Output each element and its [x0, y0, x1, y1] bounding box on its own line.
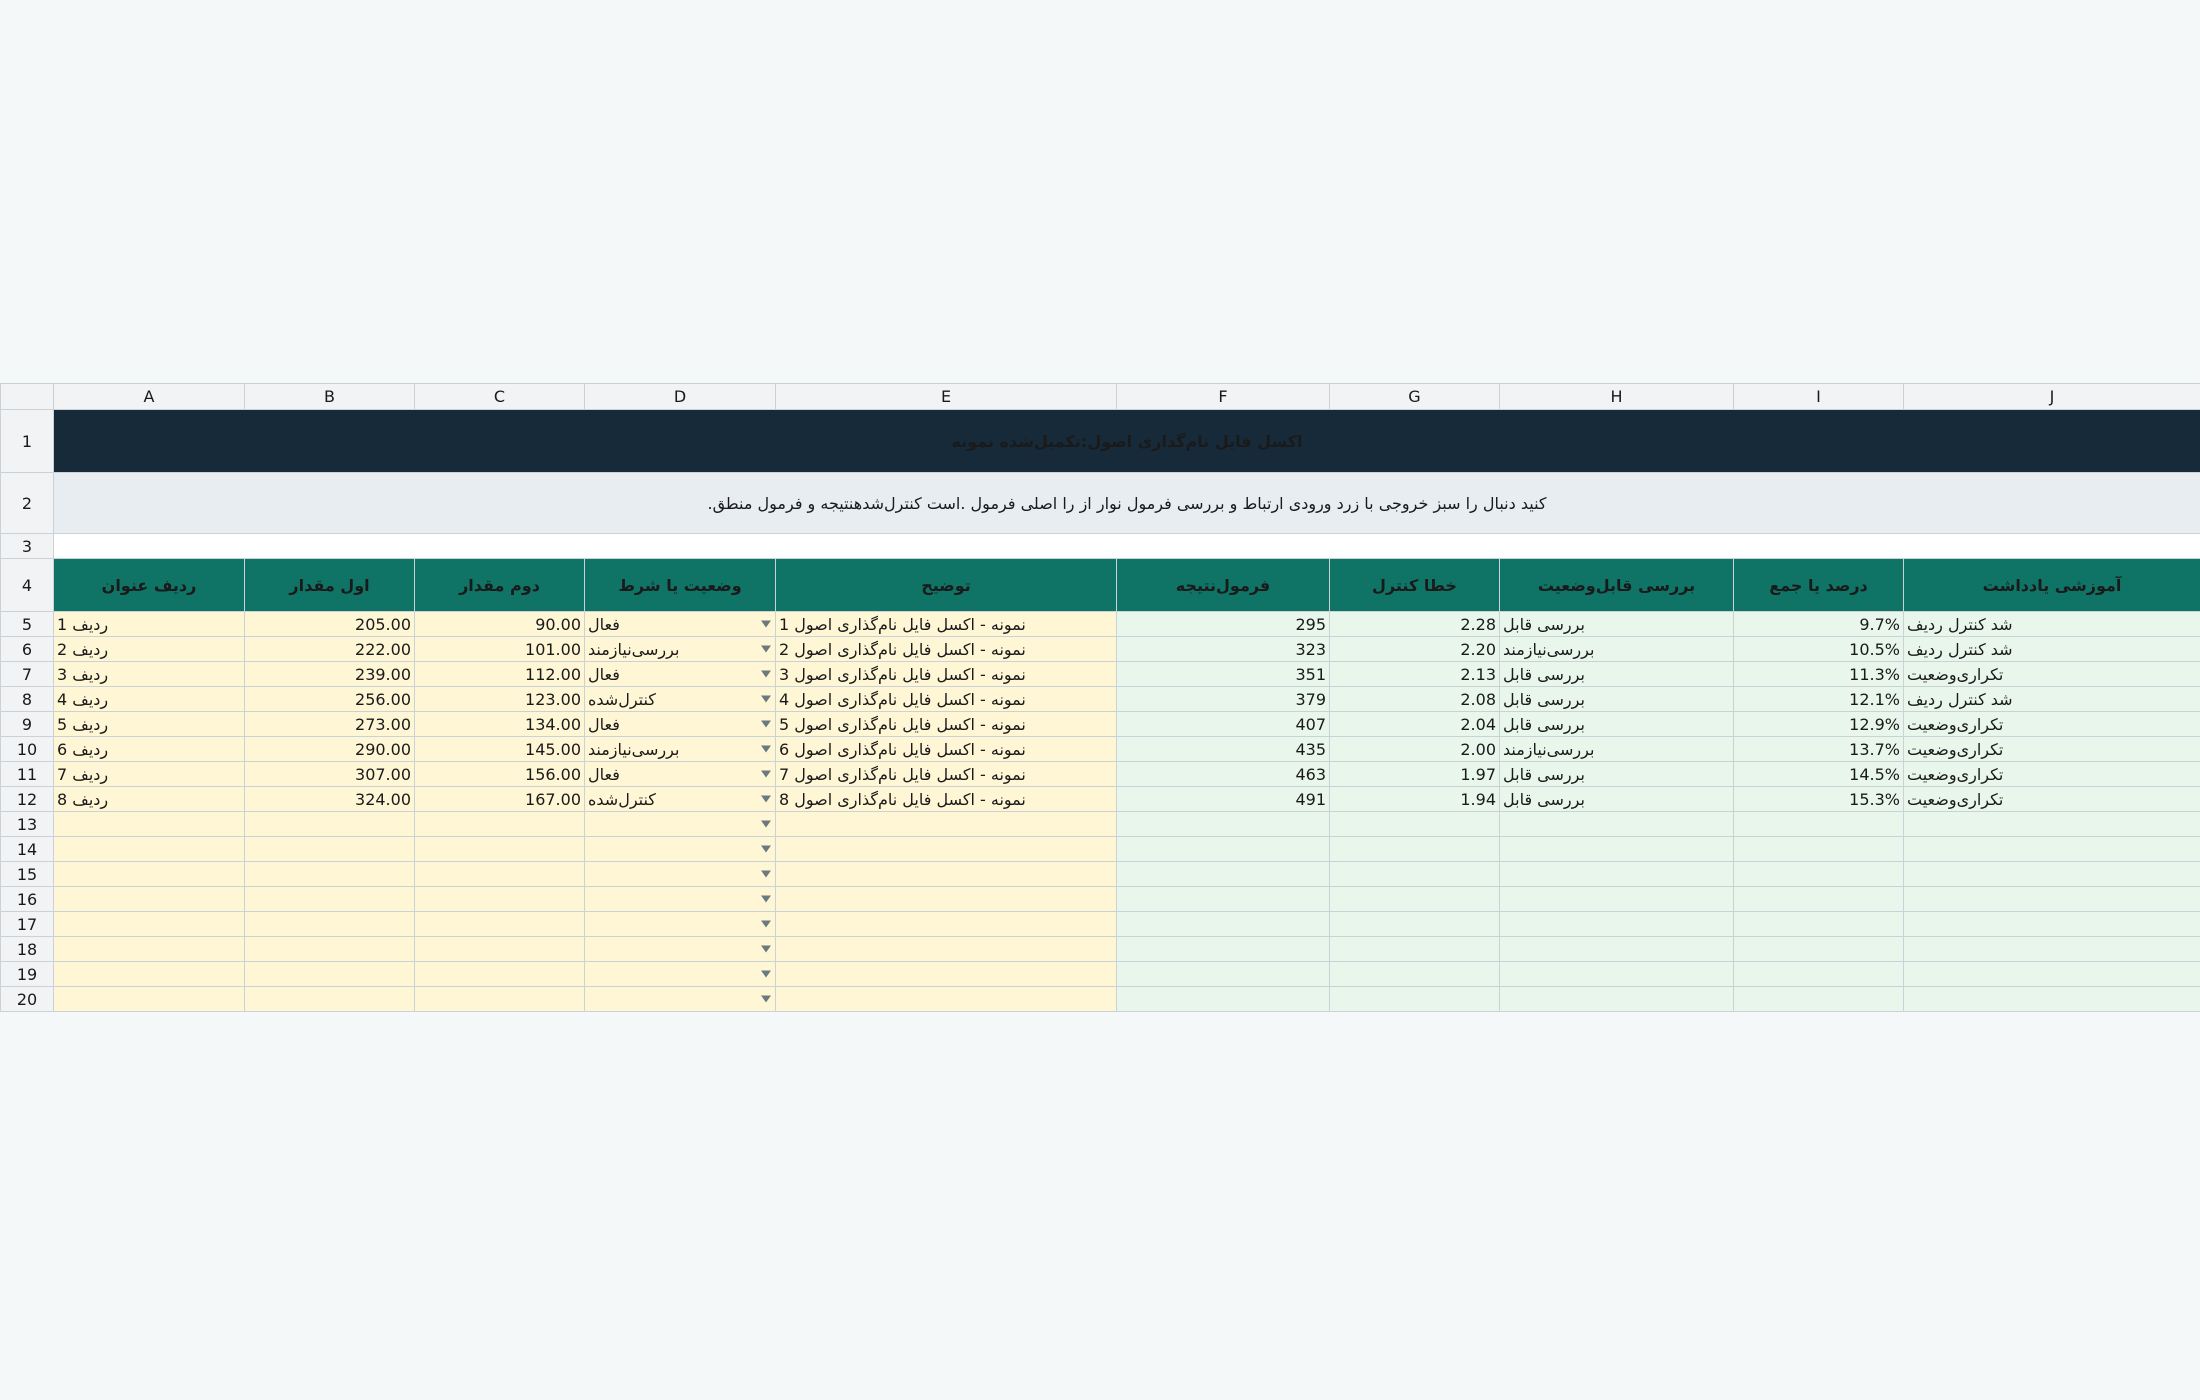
- cell-second-value[interactable]: 145.00: [415, 737, 585, 762]
- cell-first-value[interactable]: 205.00: [245, 612, 415, 637]
- dropdown-value: فعال: [588, 614, 620, 634]
- header-review-status[interactable]: بررسی قابل‌وضعیت: [1500, 559, 1734, 612]
- cell-status-dropdown[interactable]: [585, 637, 776, 662]
- cell-row-title[interactable]: [54, 837, 245, 862]
- row-number[interactable]: 11: [1, 762, 54, 787]
- header-formula-result[interactable]: فرمول‌نتیجه: [1117, 559, 1330, 612]
- cell-second-value[interactable]: [415, 912, 585, 937]
- cell-status-dropdown[interactable]: [585, 787, 776, 812]
- cell-note[interactable]: [1904, 912, 2200, 937]
- cell-second-value[interactable]: [415, 887, 585, 912]
- cell-note[interactable]: تکراری‌وضعیت: [1904, 737, 2200, 762]
- header-percent[interactable]: درصد یا جمع: [1734, 559, 1904, 612]
- cell-row-title[interactable]: [54, 987, 245, 1012]
- cell-formula-result[interactable]: [1117, 962, 1330, 987]
- cell-error-check[interactable]: 2.08: [1330, 687, 1500, 712]
- cell-status-dropdown[interactable]: [585, 937, 776, 962]
- cell-row-title[interactable]: [54, 812, 245, 837]
- cell-formula-result[interactable]: [1117, 987, 1330, 1012]
- cell-status-dropdown[interactable]: [585, 987, 776, 1012]
- cell-description[interactable]: 7 نمونه - اکسل فایل نام‌گذاری اصول: [776, 762, 1117, 787]
- cell-note[interactable]: تکراری‌وضعیت: [1904, 787, 2200, 812]
- cell-second-value[interactable]: [415, 812, 585, 837]
- cell-percent[interactable]: 15.3%: [1734, 787, 1904, 812]
- header-row-title[interactable]: ردیف عنوان: [54, 559, 245, 612]
- row-number[interactable]: 19: [1, 962, 54, 987]
- cell-status-dropdown[interactable]: [585, 612, 776, 637]
- cell-formula-result[interactable]: [1117, 837, 1330, 862]
- column-header-g[interactable]: G: [1330, 384, 1500, 410]
- cell-note[interactable]: [1904, 837, 2200, 862]
- cell-error-check[interactable]: [1330, 937, 1500, 962]
- cell-percent[interactable]: [1734, 887, 1904, 912]
- cell-first-value[interactable]: 324.00: [245, 787, 415, 812]
- dropdown-value: فعال: [588, 714, 620, 734]
- cell-row-title[interactable]: 3 ردیف: [54, 662, 245, 687]
- sheet-title[interactable]: اکسل فایل نام‌گذاری اصول:تکمیل‌شده نمونه: [54, 410, 2200, 473]
- cell-description[interactable]: 2 نمونه - اکسل فایل نام‌گذاری اصول: [776, 637, 1117, 662]
- cell-second-value[interactable]: [415, 987, 585, 1012]
- cell-review-status[interactable]: [1500, 812, 1734, 837]
- cell-review-status[interactable]: بررسی قابل: [1500, 712, 1734, 737]
- row-number[interactable]: 9: [1, 712, 54, 737]
- dropdown-caret-icon[interactable]: [761, 796, 771, 803]
- cell-percent[interactable]: 12.9%: [1734, 712, 1904, 737]
- cell-second-value[interactable]: [415, 937, 585, 962]
- cell-error-check[interactable]: 2.04: [1330, 712, 1500, 737]
- cell-error-check[interactable]: [1330, 962, 1500, 987]
- cell-status-dropdown[interactable]: [585, 862, 776, 887]
- cell-review-status[interactable]: [1500, 937, 1734, 962]
- cell-error-check[interactable]: 2.00: [1330, 737, 1500, 762]
- cell-description[interactable]: 4 نمونه - اکسل فایل نام‌گذاری اصول: [776, 687, 1117, 712]
- cell-first-value[interactable]: [245, 837, 415, 862]
- cell-review-status[interactable]: [1500, 887, 1734, 912]
- table-row: [1, 712, 2200, 737]
- cell-error-check[interactable]: 1.97: [1330, 762, 1500, 787]
- cell-percent[interactable]: [1734, 812, 1904, 837]
- dropdown-value: فعال: [588, 664, 620, 684]
- row-number[interactable]: 6: [1, 637, 54, 662]
- column-header-c[interactable]: C: [415, 384, 585, 410]
- select-all-corner[interactable]: [1, 384, 54, 410]
- cell-note[interactable]: [1904, 862, 2200, 887]
- header-error-check[interactable]: خطا کنترل: [1330, 559, 1500, 612]
- dropdown-caret-icon[interactable]: [761, 646, 771, 653]
- cell-note[interactable]: [1904, 937, 2200, 962]
- cell-formula-result[interactable]: 435: [1117, 737, 1330, 762]
- title-row: [1, 410, 2200, 473]
- dropdown-caret-icon[interactable]: [761, 971, 771, 978]
- cell-row-title[interactable]: 8 ردیف: [54, 787, 245, 812]
- cell-description[interactable]: [776, 962, 1117, 987]
- cell-formula-result[interactable]: [1117, 887, 1330, 912]
- cell-row-title[interactable]: [54, 962, 245, 987]
- cell-formula-result[interactable]: 351: [1117, 662, 1330, 687]
- cell-status-dropdown[interactable]: [585, 887, 776, 912]
- cell-error-check[interactable]: [1330, 812, 1500, 837]
- cell-second-value[interactable]: 101.00: [415, 637, 585, 662]
- cell-row-title[interactable]: 1 ردیف: [54, 612, 245, 637]
- cell-description[interactable]: 5 نمونه - اکسل فایل نام‌گذاری اصول: [776, 712, 1117, 737]
- cell-percent[interactable]: [1734, 837, 1904, 862]
- dropdown-value: فعال: [588, 764, 620, 784]
- cell-second-value[interactable]: 167.00: [415, 787, 585, 812]
- cell-error-check[interactable]: 2.20: [1330, 637, 1500, 662]
- cell-first-value[interactable]: 222.00: [245, 637, 415, 662]
- cell-error-check[interactable]: [1330, 987, 1500, 1012]
- cell-note[interactable]: شد کنترل ردیف: [1904, 612, 2200, 637]
- dropdown-caret-icon[interactable]: [761, 721, 771, 728]
- cell-second-value[interactable]: [415, 837, 585, 862]
- row-number[interactable]: 3: [1, 534, 54, 559]
- cell-second-value[interactable]: 90.00: [415, 612, 585, 637]
- cell-formula-result[interactable]: 295: [1117, 612, 1330, 637]
- cell-review-status[interactable]: [1500, 912, 1734, 937]
- cell-first-value[interactable]: [245, 937, 415, 962]
- cell-status-dropdown[interactable]: [585, 912, 776, 937]
- cell-status-dropdown[interactable]: [585, 812, 776, 837]
- dropdown-caret-icon[interactable]: [761, 771, 771, 778]
- cell-description[interactable]: [776, 987, 1117, 1012]
- cell-review-status[interactable]: [1500, 987, 1734, 1012]
- dropdown-value: بررسی‌نیازمند: [588, 739, 680, 759]
- table-row: [1, 687, 2200, 712]
- cell-percent[interactable]: 12.1%: [1734, 687, 1904, 712]
- dropdown-caret-icon[interactable]: [761, 996, 771, 1003]
- cell-description[interactable]: [776, 837, 1117, 862]
- cell-row-title[interactable]: 6 ردیف: [54, 737, 245, 762]
- dropdown-value: کنترل‌شده: [588, 689, 656, 709]
- cell-second-value[interactable]: 112.00: [415, 662, 585, 687]
- table-row: [1, 762, 2200, 787]
- cell-review-status[interactable]: [1500, 837, 1734, 862]
- cell-percent[interactable]: [1734, 912, 1904, 937]
- cell-note[interactable]: [1904, 812, 2200, 837]
- cell-review-status[interactable]: [1500, 862, 1734, 887]
- row-number[interactable]: 18: [1, 937, 54, 962]
- table-header-row: [1, 559, 2200, 612]
- row-number[interactable]: 7: [1, 662, 54, 687]
- row-number[interactable]: 10: [1, 737, 54, 762]
- cell-description[interactable]: [776, 937, 1117, 962]
- cell-note[interactable]: تکراری‌وضعیت: [1904, 762, 2200, 787]
- cell-percent[interactable]: [1734, 862, 1904, 887]
- empty-row: [1, 937, 2200, 962]
- cell-first-value[interactable]: [245, 962, 415, 987]
- cell-formula-result[interactable]: [1117, 912, 1330, 937]
- cell-first-value[interactable]: 256.00: [245, 687, 415, 712]
- cell-second-value[interactable]: 123.00: [415, 687, 585, 712]
- empty-row: [1, 987, 2200, 1012]
- cell-note[interactable]: [1904, 887, 2200, 912]
- column-header-i[interactable]: I: [1734, 384, 1904, 410]
- table-row: [1, 612, 2200, 637]
- column-header-b[interactable]: B: [245, 384, 415, 410]
- cell-status-dropdown[interactable]: [585, 762, 776, 787]
- dropdown-value: کنترل‌شده: [588, 789, 656, 809]
- column-header-e[interactable]: E: [776, 384, 1117, 410]
- cell-second-value[interactable]: [415, 962, 585, 987]
- row-number[interactable]: 2: [1, 473, 54, 534]
- cell-description[interactable]: [776, 912, 1117, 937]
- empty-row: [1, 962, 2200, 987]
- dropdown-caret-icon[interactable]: [761, 871, 771, 878]
- table-row: [1, 787, 2200, 812]
- cell-note[interactable]: تکراری‌وضعیت: [1904, 712, 2200, 737]
- cell-row-title[interactable]: 2 ردیف: [54, 637, 245, 662]
- cell-formula-result[interactable]: 491: [1117, 787, 1330, 812]
- cell-first-value[interactable]: [245, 912, 415, 937]
- table-row: [1, 637, 2200, 662]
- cell-percent[interactable]: 13.7%: [1734, 737, 1904, 762]
- cell-description[interactable]: 6 نمونه - اکسل فایل نام‌گذاری اصول: [776, 737, 1117, 762]
- row-number[interactable]: 16: [1, 887, 54, 912]
- row-number[interactable]: 4: [1, 559, 54, 612]
- header-note[interactable]: آموزشی یادداشت: [1904, 559, 2200, 612]
- sheet-description[interactable]: .کنید دنبال را سبز خروجی با زرد ورودی ارتباط و بررسی فرمول نوار از را اصلی فرمول .است کنترل‌شدهنتیجه و فرمول منطق: [54, 473, 2200, 534]
- spreadsheet-grid: [0, 383, 2200, 1012]
- cell-formula-result[interactable]: 463: [1117, 762, 1330, 787]
- cell-second-value[interactable]: [415, 862, 585, 887]
- cell-status-dropdown[interactable]: [585, 737, 776, 762]
- column-header-j[interactable]: J: [1904, 384, 2200, 410]
- cell-formula-result[interactable]: [1117, 812, 1330, 837]
- cell-description[interactable]: [776, 887, 1117, 912]
- row-number[interactable]: 17: [1, 912, 54, 937]
- cell-status-dropdown[interactable]: [585, 837, 776, 862]
- cell-review-status[interactable]: بررسی‌نیازمند: [1500, 637, 1734, 662]
- cell-note[interactable]: شد کنترل ردیف: [1904, 687, 2200, 712]
- cell-error-check[interactable]: [1330, 912, 1500, 937]
- row-number[interactable]: 5: [1, 612, 54, 637]
- cell-review-status[interactable]: [1500, 962, 1734, 987]
- cell-review-status[interactable]: بررسی قابل: [1500, 762, 1734, 787]
- header-first-value[interactable]: اول مقدار: [245, 559, 415, 612]
- cell-note[interactable]: شد کنترل ردیف: [1904, 637, 2200, 662]
- column-header-h[interactable]: H: [1500, 384, 1734, 410]
- cell-row-title[interactable]: [54, 912, 245, 937]
- dropdown-caret-icon[interactable]: [761, 921, 771, 928]
- cell-formula-result[interactable]: [1117, 937, 1330, 962]
- cell-percent[interactable]: 11.3%: [1734, 662, 1904, 687]
- dropdown-caret-icon[interactable]: [761, 696, 771, 703]
- empty-row: [1, 912, 2200, 937]
- cell-percent[interactable]: [1734, 937, 1904, 962]
- row-number[interactable]: 13: [1, 812, 54, 837]
- cell-percent[interactable]: 9.7%: [1734, 612, 1904, 637]
- cell-review-status[interactable]: بررسی‌نیازمند: [1500, 737, 1734, 762]
- column-header-d[interactable]: D: [585, 384, 776, 410]
- cell-status-dropdown[interactable]: [585, 712, 776, 737]
- cell-note[interactable]: تکراری‌وضعیت: [1904, 662, 2200, 687]
- description-row: [1, 473, 2200, 534]
- cell-error-check[interactable]: 2.28: [1330, 612, 1500, 637]
- row-number[interactable]: 12: [1, 787, 54, 812]
- cell-percent[interactable]: 14.5%: [1734, 762, 1904, 787]
- cell-note[interactable]: [1904, 962, 2200, 987]
- cell-description[interactable]: [776, 862, 1117, 887]
- cell-description[interactable]: 1 نمونه - اکسل فایل نام‌گذاری اصول: [776, 612, 1117, 637]
- dropdown-caret-icon[interactable]: [761, 746, 771, 753]
- row-number[interactable]: 8: [1, 687, 54, 712]
- cell-description[interactable]: [776, 812, 1117, 837]
- empty-row: [1, 812, 2200, 837]
- cell-error-check[interactable]: 1.94: [1330, 787, 1500, 812]
- cell-first-value[interactable]: [245, 862, 415, 887]
- cell-second-value[interactable]: 134.00: [415, 712, 585, 737]
- cell-description[interactable]: 3 نمونه - اکسل فایل نام‌گذاری اصول: [776, 662, 1117, 687]
- cell-error-check[interactable]: 2.13: [1330, 662, 1500, 687]
- cell-first-value[interactable]: 273.00: [245, 712, 415, 737]
- cell-row-title[interactable]: [54, 887, 245, 912]
- empty-row: [1, 837, 2200, 862]
- dropdown-caret-icon[interactable]: [761, 821, 771, 828]
- cell-formula-result[interactable]: 379: [1117, 687, 1330, 712]
- cell-error-check[interactable]: [1330, 862, 1500, 887]
- empty-row: [1, 862, 2200, 887]
- dropdown-caret-icon[interactable]: [761, 846, 771, 853]
- cell-status-dropdown[interactable]: [585, 687, 776, 712]
- row-number[interactable]: 20: [1, 987, 54, 1012]
- row-number[interactable]: 14: [1, 837, 54, 862]
- cell-percent[interactable]: [1734, 962, 1904, 987]
- cell-status-dropdown[interactable]: [585, 662, 776, 687]
- cell-row-title[interactable]: 7 ردیف: [54, 762, 245, 787]
- cell-row-title[interactable]: 5 ردیف: [54, 712, 245, 737]
- cell-first-value[interactable]: [245, 812, 415, 837]
- cell-formula-result[interactable]: 323: [1117, 637, 1330, 662]
- spacer-row: [1, 534, 2200, 559]
- table-row: [1, 737, 2200, 762]
- empty-row: [1, 887, 2200, 912]
- cell-error-check[interactable]: [1330, 837, 1500, 862]
- cell-error-check[interactable]: [1330, 887, 1500, 912]
- cell-formula-result[interactable]: [1117, 862, 1330, 887]
- cell-first-value[interactable]: [245, 987, 415, 1012]
- cell-first-value[interactable]: 307.00: [245, 762, 415, 787]
- cell-row-title[interactable]: [54, 937, 245, 962]
- table-row: [1, 662, 2200, 687]
- dropdown-caret-icon[interactable]: [761, 621, 771, 628]
- header-status[interactable]: وضعیت یا شرط: [585, 559, 776, 612]
- dropdown-caret-icon[interactable]: [761, 946, 771, 953]
- cell-review-status[interactable]: بررسی قابل: [1500, 662, 1734, 687]
- column-header-a[interactable]: A: [54, 384, 245, 410]
- dropdown-value: بررسی‌نیازمند: [588, 639, 680, 659]
- dropdown-caret-icon[interactable]: [761, 671, 771, 678]
- cell-note[interactable]: [1904, 987, 2200, 1012]
- cell-formula-result[interactable]: 407: [1117, 712, 1330, 737]
- empty-cell[interactable]: [54, 534, 2200, 559]
- cell-review-status[interactable]: بررسی قابل: [1500, 612, 1734, 637]
- cell-first-value[interactable]: 239.00: [245, 662, 415, 687]
- cell-status-dropdown[interactable]: [585, 962, 776, 987]
- column-header-f[interactable]: F: [1117, 384, 1330, 410]
- cell-first-value[interactable]: [245, 887, 415, 912]
- header-second-value[interactable]: دوم مقدار: [415, 559, 585, 612]
- cell-percent[interactable]: [1734, 987, 1904, 1012]
- cell-row-title[interactable]: 4 ردیف: [54, 687, 245, 712]
- cell-percent[interactable]: 10.5%: [1734, 637, 1904, 662]
- column-header-row: [1, 384, 2200, 410]
- cell-review-status[interactable]: بررسی قابل: [1500, 787, 1734, 812]
- cell-review-status[interactable]: بررسی قابل: [1500, 687, 1734, 712]
- cell-description[interactable]: 8 نمونه - اکسل فایل نام‌گذاری اصول: [776, 787, 1117, 812]
- row-number[interactable]: 15: [1, 862, 54, 887]
- cell-first-value[interactable]: 290.00: [245, 737, 415, 762]
- row-number[interactable]: 1: [1, 410, 54, 473]
- header-description[interactable]: توضیح: [776, 559, 1117, 612]
- cell-row-title[interactable]: [54, 862, 245, 887]
- cell-second-value[interactable]: 156.00: [415, 762, 585, 787]
- dropdown-caret-icon[interactable]: [761, 896, 771, 903]
